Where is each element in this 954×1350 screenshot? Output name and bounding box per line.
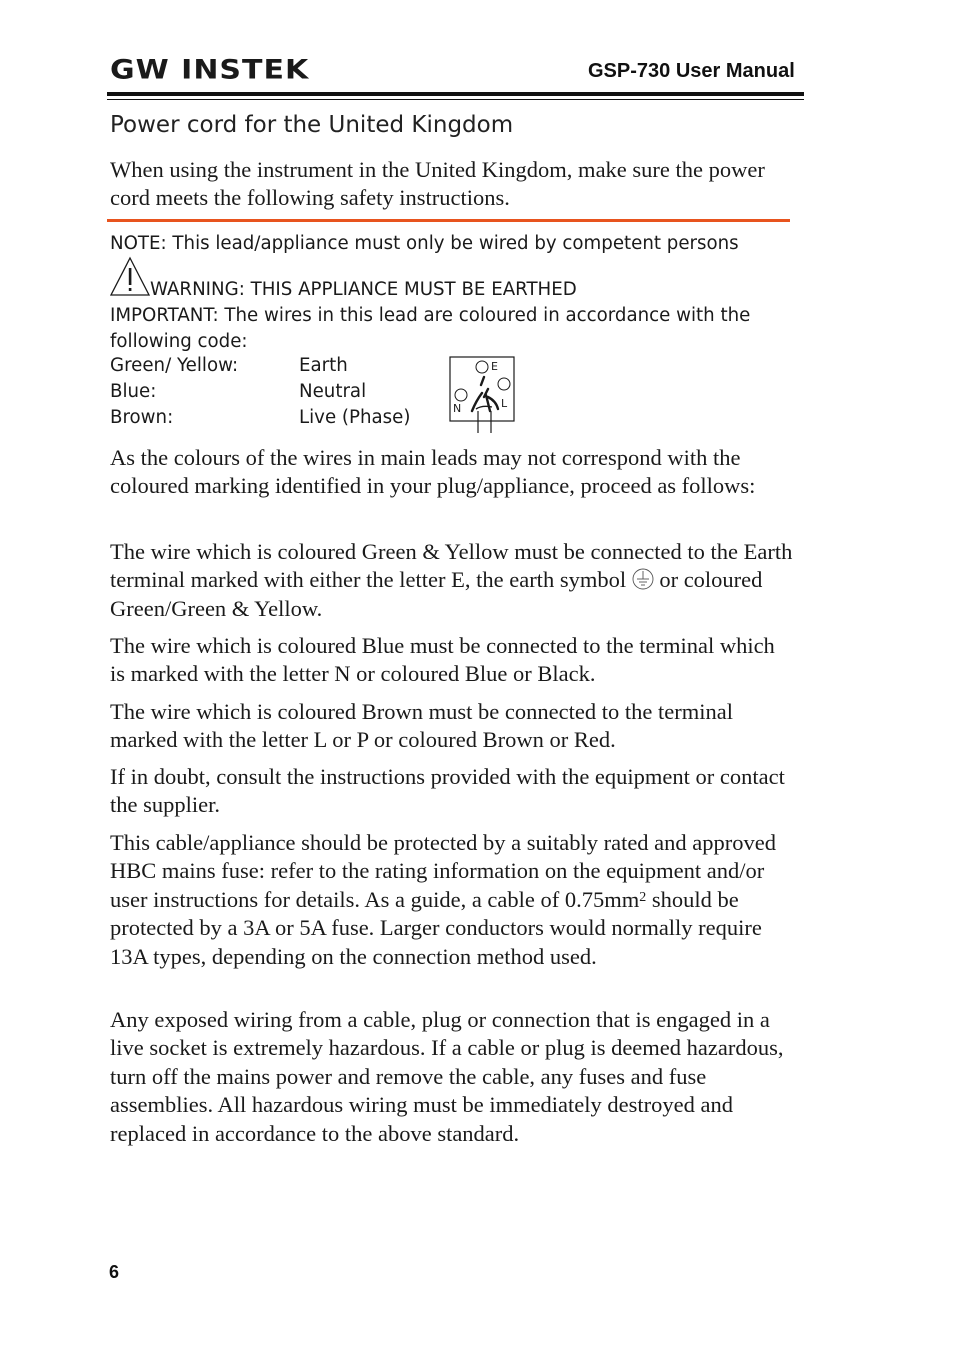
brown-wire-paragraph: The wire which is coloured Brown must be connected to the terminal marked with the letter L or P or coloured Brown or Red.: [110, 699, 733, 753]
wire-code-value: Neutral: [299, 381, 367, 402]
wire-code-value: Earth: [299, 355, 348, 376]
wire-code-row: [110, 355, 348, 376]
manual-title: GSP-730 User Manual: [588, 60, 795, 82]
earth-wire-text-end: or coloured Green/Green & Yellow.: [110, 567, 763, 621]
plug-label-l: L: [501, 397, 508, 410]
hazard-paragraph: Any exposed wiring from a cable, plug or connection that is engaged in a live socket is extremely hazardous. If a cable or plug is deemed hazardous, turn off the mains power and remove the cable, any fuses and fuse assemblies. All hazardous wiring must be immediately destroyed and replaced in accordance to the above standard.: [110, 1007, 784, 1146]
wire-code-row: [110, 407, 411, 428]
wire-code-label: Blue:: [110, 381, 157, 402]
warning-text: WARNING: THIS APPLIANCE MUST BE EARTHED: [150, 279, 577, 300]
wire-code-value: Live (Phase): [299, 407, 411, 428]
brand-logo: GW INSTEK: [110, 54, 310, 86]
colours-paragraph: As the colours of the wires in main leads may not correspond with the coloured marking identified in your plug/appliance, proceed as follows:: [110, 445, 756, 499]
earth-wire-paragraph: [110, 538, 795, 623]
doubt-paragraph: If in doubt, consult the instructions provided with the equipment or contact the supplier.: [110, 764, 785, 818]
plug-wiring-diagram: [448, 355, 518, 435]
notice-divider: [107, 219, 790, 222]
wire-code-label: Brown:: [110, 407, 174, 428]
important-text: IMPORTANT: The wires in this lead are coloured in accordance with the following code:: [110, 305, 751, 352]
warning-icon: [109, 256, 151, 296]
blue-wire-paragraph: The wire which is coloured Blue must be connected to the terminal which is marked with the letter N or coloured Blue or Black.: [110, 633, 775, 687]
wire-code-label: Green/ Yellow:: [110, 355, 239, 376]
fuse-text: This cable/appliance should be protected by a suitably rated and approved HBC mains fuse: refer to the rating information on the equipment and/or user instructions for details. As a guide, a cable of 0.75mm: [110, 830, 777, 912]
plug-label-e: E: [491, 360, 498, 373]
wire-code-row: [110, 381, 367, 402]
header-rule: [107, 92, 804, 96]
fuse-paragraph: [110, 829, 790, 971]
plug-label-n: N: [453, 402, 462, 415]
header-rule-thin: [107, 99, 804, 100]
superscript-2: 2: [639, 889, 647, 905]
fuse-text-end: should be protected by a 3A or 5A fuse. Larger conductors would normally require 13A types, depending on the connection method used.: [110, 886, 762, 969]
page-number: 6: [109, 1262, 120, 1282]
section-title: Power cord for the United Kingdom: [110, 112, 514, 138]
intro-paragraph: When using the instrument in the United Kingdom, make sure the power cord meets the following safety instructions.: [110, 157, 765, 211]
earth-wire-text: The wire which is coloured Green & Yellow must be connected to the Earth terminal marked with either the letter E, the earth symbol: [110, 539, 793, 593]
earth-symbol-icon: [632, 568, 654, 590]
note-text: NOTE: This lead/appliance must only be wired by competent persons: [110, 233, 739, 254]
